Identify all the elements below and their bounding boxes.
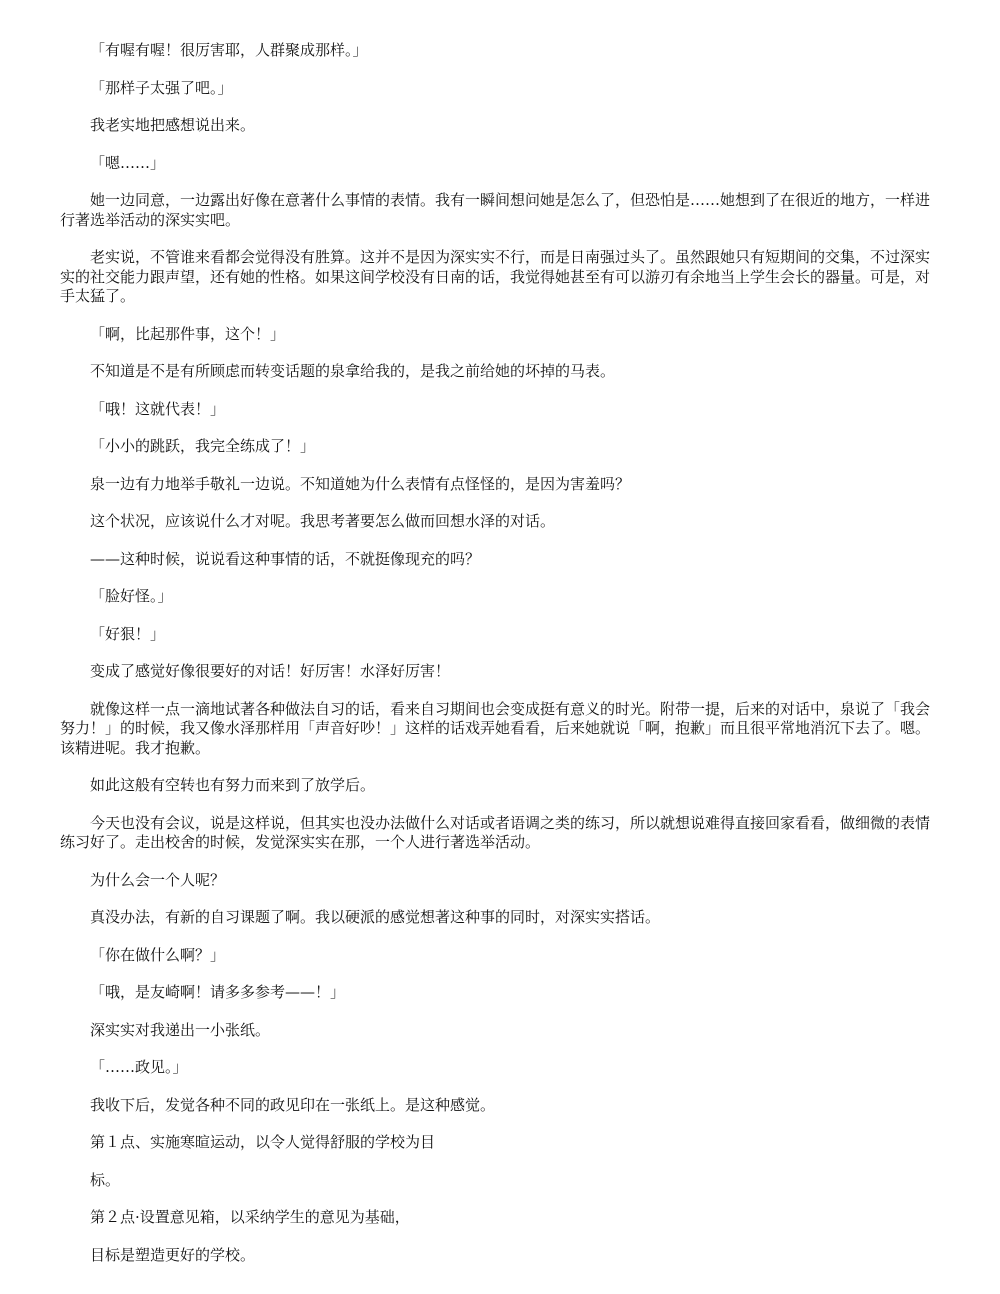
paragraph: 真没办法，有新的自习课题了啊。我以硬派的感觉想著这种事的同时，对深实实搭话。	[90, 908, 661, 926]
paragraph: 泉一边有力地举手敬礼一边说。不知道她为什么表情有点怪怪的，是因为害羞吗？	[90, 474, 631, 493]
paragraph: 「……政见。」	[90, 1058, 188, 1076]
paragraph: 我收下后，发觉各种不同的政见印在一张纸上。是这种感觉。	[90, 1095, 496, 1114]
paragraph: 「嗯……」	[90, 153, 166, 172]
paragraph: 深实实对我递出一小张纸。	[90, 1020, 271, 1039]
paragraph: 「你在做什么啊？」	[90, 945, 226, 964]
paragraph: ——这种时候，说说看这种事情的话，不就挺像现充的吗？	[90, 549, 481, 568]
paragraph: 第２点·设置意见箱，以采纳学生的意见为基础，	[90, 1208, 410, 1226]
paragraph: 如此这般有空转也有努力而来到了放学后。	[90, 776, 376, 794]
paragraph: 目标是塑造更好的学校。	[90, 1245, 256, 1264]
paragraph: 我老实地把感想说出来。	[90, 116, 256, 134]
paragraph: 就像这样一点一滴地试著各种做法自习的话，看来自习期间也会变成挺有意义的时光。附带一提，后来的对话中，泉说了「我会努力！」的时候，我又像水泽那样用「声音好吵！」这样的话戏弄她看看，后来她就说「啊，抱歉」而且很平常地消沉下去了。嗯。该精进呢。我才抱歉。	[60, 699, 931, 757]
paragraph: 变成了感觉好像很要好的对话！好厉害！水泽好厉害！	[90, 662, 451, 680]
paragraph: 「好狠！」	[90, 624, 166, 643]
paragraph: 为什么会一个人呢？	[90, 870, 226, 889]
document-page	[60, 41, 940, 1265]
paragraph: 「小小的跳跃，我完全练成了！」	[90, 437, 316, 455]
paragraph: 老实说，不管谁来看都会觉得没有胜算。这并不是因为深实实不行，而是日南强过头了。虽然跟她只有短期间的交集，不过深实实的社交能力跟声望，还有她的性格。如果这间学校没有日南的话，我觉得她甚至有可以游刃有余地当上学生会长的器量。可是，对手太猛了。	[60, 248, 931, 305]
paragraph: 不知道是不是有所顾虑而转变话题的泉拿给我的，是我之前给她的坏掉的马表。	[90, 362, 616, 380]
paragraph: 这个状况，应该说什么才对呢。我思考著要怎么做而回想水泽的对话。	[90, 512, 556, 530]
paragraph: 今天也没有会议，说是这样说，但其实也没办法做什么对话或者语调之类的练习，所以就想说难得直接回家看看，做细微的表情练习好了。走出校舍的时候，发觉深实实在那，一个人进行著选举活动。	[60, 813, 931, 851]
paragraph: 「哦，是友崎啊！请多多参考——！」	[90, 983, 346, 1001]
paragraph: 「脸好怪。」	[90, 587, 173, 605]
paragraph: 「啊，比起那件事，这个！」	[90, 324, 286, 343]
paragraph: 第１点、实施寒暄运动，以令人觉得舒服的学校为目	[90, 1133, 436, 1151]
paragraph: 「有喔有喔！很厉害耶，人群聚成那样。」	[90, 41, 368, 59]
paragraph: 标。	[90, 1170, 121, 1189]
paragraph: 她一边同意，一边露出好像在意著什么事情的表情。我有一瞬间想问她是怎么了，但恐怕是……她想到了在很近的地方，一样进行著选举活动的深实实吧。	[60, 191, 931, 229]
paragraph: 「那样子太强了吧。」	[90, 78, 233, 97]
paragraph: 「哦！这就代表！」	[90, 399, 226, 418]
